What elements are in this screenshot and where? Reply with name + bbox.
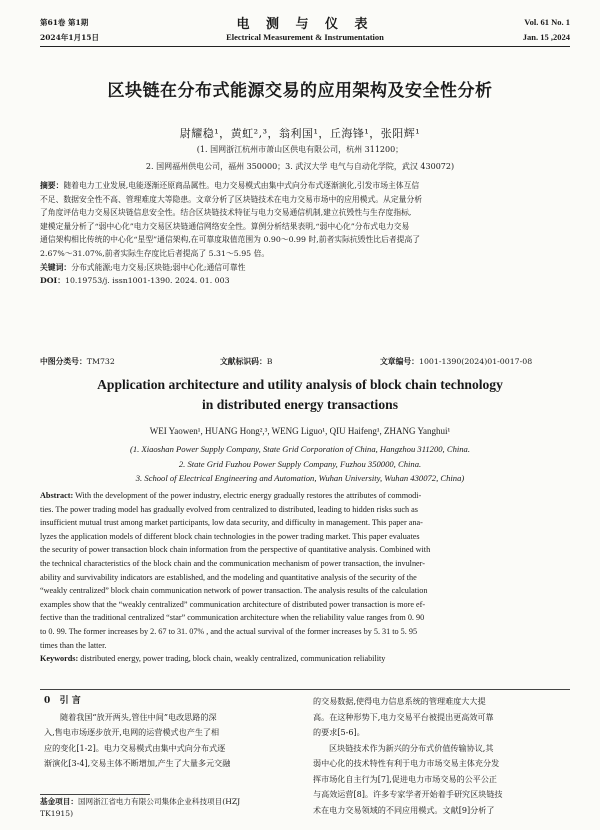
classification-row (40, 355, 572, 369)
abstract-en-line: the security of power transaction block chain information from the perspective of quantitative analysis. Combined with (40, 545, 431, 555)
abstract-en-line: examples show that the “weakly centralized” communication architecture of distributed power transaction is more ef- (40, 599, 426, 609)
abstract-cn-line: 建模定量分析了“弱中心化”电力交易区块链通信网络安全性。算例分析结果表明,“弱中心化”分布式电力交易 (40, 221, 410, 231)
section-number: 0 (44, 696, 51, 706)
body-left-column (44, 694, 299, 772)
abstract-en-line: the technical characteristics of the block chain and the communication mechanism of power transaction, the invulner- (40, 558, 425, 568)
abstract-cn-line: 了角度评估电力交易区块链信息安全性。结合区块链技术特征与电力交易通信机制,建立抗毁性与生存度指标, (40, 208, 412, 218)
body-line: 渐演化[3-4],交易主体不断增加,产生了大量多元交融 (44, 758, 231, 768)
keywords-cn-label: 关键词： (40, 262, 72, 272)
body-line: 弱中心化的技术特性有利于电力市场交易主体充分发 (313, 758, 500, 768)
section-heading (44, 694, 299, 710)
affiliation-en-2: 2. State Grid Fuzhou Power Supply Company, Fuzhou 350000, China. (178, 458, 422, 469)
header-volume: 第61卷 第1期 (40, 18, 89, 27)
affiliation-en-3: 3. School of Electrical Engineering and Automation, Wuhan University, Wuhan 430072, China) (135, 473, 465, 483)
abstract-divider (40, 689, 570, 690)
abstract-en (40, 489, 572, 666)
funding-text-cont: TK1915) (40, 809, 74, 818)
authors-en: WEI Yaowen¹, HUANG Hong²,³, WENG Liguo¹, QIU Haifeng¹, ZHANG Yanghui¹ (149, 426, 451, 436)
affiliation-cn-2: 2. 国网福州供电公司，福州 350000；3. 武汉大学 电气与自动化学院，武汉 430072) (145, 162, 455, 171)
abstract-en-line: With the development of the power industry, electric energy gradually restores the attributes of commodi- (75, 491, 422, 500)
abstract-cn-line: 随着电力工业发展,电能逐渐还原商品属性。电力交易模式由集中式向分布式逐渐演化,引发市场主体互信 (63, 181, 420, 190)
abstract-en-line: ties. The power trading model has gradually evolved from centralized to distributed, leading to hidden risks such as (40, 504, 418, 514)
affiliation-en-1: (1. Xiaoshan Power Supply Company, State Grid Corporation of China, Hangzhou 311200, China. (129, 444, 470, 454)
keywords-cn: 分布式能源;电力交易;区块链;弱中心化;通信可靠性 (71, 262, 246, 272)
title-cn: 区块链在分布式能源交易的应用架构及安全性分析 (107, 81, 493, 101)
title-en (30, 375, 570, 415)
abstract-en-line: “weakly centralized” block chain communication network of power transaction. The analysis results of the calculation (40, 586, 428, 596)
header-date-en: Jan. 15 ,2024 (522, 32, 570, 42)
funding-footnote (40, 796, 302, 820)
affiliation-en (0, 442, 600, 486)
abstract-en-line: ability and survivability indicators are established, and the modeling and quantitative analysis of the security of the (40, 572, 417, 582)
body-line: 挥市场化自主行为[7],促进电力市场交易的公平公正 (313, 773, 498, 784)
header-date: 2024年1月15日 (40, 33, 100, 42)
title-en-line: Application architecture and utility analysis of block chain technology (97, 377, 503, 392)
abstract-en-line: to 0. 99. The former increases by 2. 67 to 31. 07% , and the actual survival of the former increases by 5. 31 to 5. 95 (40, 626, 418, 636)
class-number: TM732 (86, 357, 115, 366)
journal-name-en: Electrical Measurement & Instrumentation (226, 32, 384, 42)
doc-code: B (266, 357, 273, 366)
body-line: 与高效运营[8]。许多专家学者开始着手研究区块链技 (313, 789, 503, 799)
body-line: 的要求[5-6]。 (313, 727, 365, 737)
funding-text: 国网浙江省电力有限公司集体企业科技项目(HZJ (77, 797, 241, 806)
journal-name-cn: 电 测 与 仪 表 (236, 17, 374, 32)
abstract-en-line: times than the latter. (40, 640, 107, 650)
keywords-en: distributed energy, power trading, block chain, weakly centralized, communication reliability (80, 654, 386, 664)
article-number-label: 文章编号：1001-1390(2024)01-0017-08 (380, 357, 533, 366)
abstract-cn (40, 179, 572, 288)
body-line: 区块链技术作为新兴的分布式价值传输协议,其 (329, 742, 494, 753)
body-right-column (313, 694, 575, 818)
title-en-line: in distributed energy transactions (202, 397, 398, 412)
footnote-rule (40, 794, 150, 795)
abstract-cn-line: 不足、数据安全性不高、管理难度大等隐患。文章分析了区块链技术在电力交易市场中的应用模式。从定量分析 (40, 194, 423, 204)
section-title: 引 言 (59, 696, 81, 706)
abstract-en-line: fective than the traditional centralized “star” communication architecture when the reliability value ranges from 0. 90 (40, 613, 425, 623)
doi-value: 10.19753/j. issn1001-1390. 2024. 01. 003 (65, 276, 230, 286)
header-rule (40, 46, 570, 47)
doi-label: DOI： (40, 276, 65, 286)
class-number-label: 中图分类号： (40, 357, 87, 366)
body-line: 入,售电市场逐步放开,电网的运营模式也产生了相 (44, 727, 220, 737)
body-line: 应的变化[1-2]。电力交易模式由集中式向分布式逐 (44, 742, 226, 753)
abstract-cn-label: 摘要： (40, 181, 64, 190)
body-line: 术在电力交易领域的不同应用模式。文献[9]分析了 (313, 804, 495, 815)
abstract-cn-line: 通信架构相比传统的中心化“星型”通信架构,在可靠度取值范围为 0.90～0.99 时,前者实际抗毁性比后者提高了 (40, 235, 421, 245)
doc-code-label: 文献标识码：B (220, 357, 273, 366)
abstract-en-line: insufficient mutual trust among market participants, low data security, and difficulty in management. This paper ana- (40, 518, 423, 528)
article-number: 1001-1390(2024)01-0017-08 (418, 357, 533, 366)
authors-cn: 尉耀稳¹，黄虹²,³，翁利国¹，丘海锋¹，张阳辉¹ (179, 127, 421, 140)
funding-label: 基金项目： (40, 797, 78, 806)
abstract-en-label: Abstract: (40, 491, 74, 500)
abstract-en-line: lyzes the application models of different block chain technologies in the power trading market. This paper evaluates (40, 531, 420, 541)
header-volume-en: Vol. 61 No. 1 (524, 17, 570, 27)
abstract-cn-line: 2.67%～31.07%,前者实际生存度比后者提高了 5.31～5.95 倍。 (40, 248, 270, 258)
body-line: 随着我国“放开两头,管住中间”电改思路的深 (60, 711, 217, 722)
body-line: 高。在这种形势下,电力交易平台被提出更高效可靠 (313, 711, 494, 722)
body-line: 的交易数据,使得电力信息系统的管理难度大大提 (313, 696, 486, 706)
keywords-en-label: Keywords: (40, 654, 79, 664)
affiliation-cn-1: (1. 国网浙江杭州市萧山区供电有限公司，杭州 311200； (196, 145, 404, 154)
